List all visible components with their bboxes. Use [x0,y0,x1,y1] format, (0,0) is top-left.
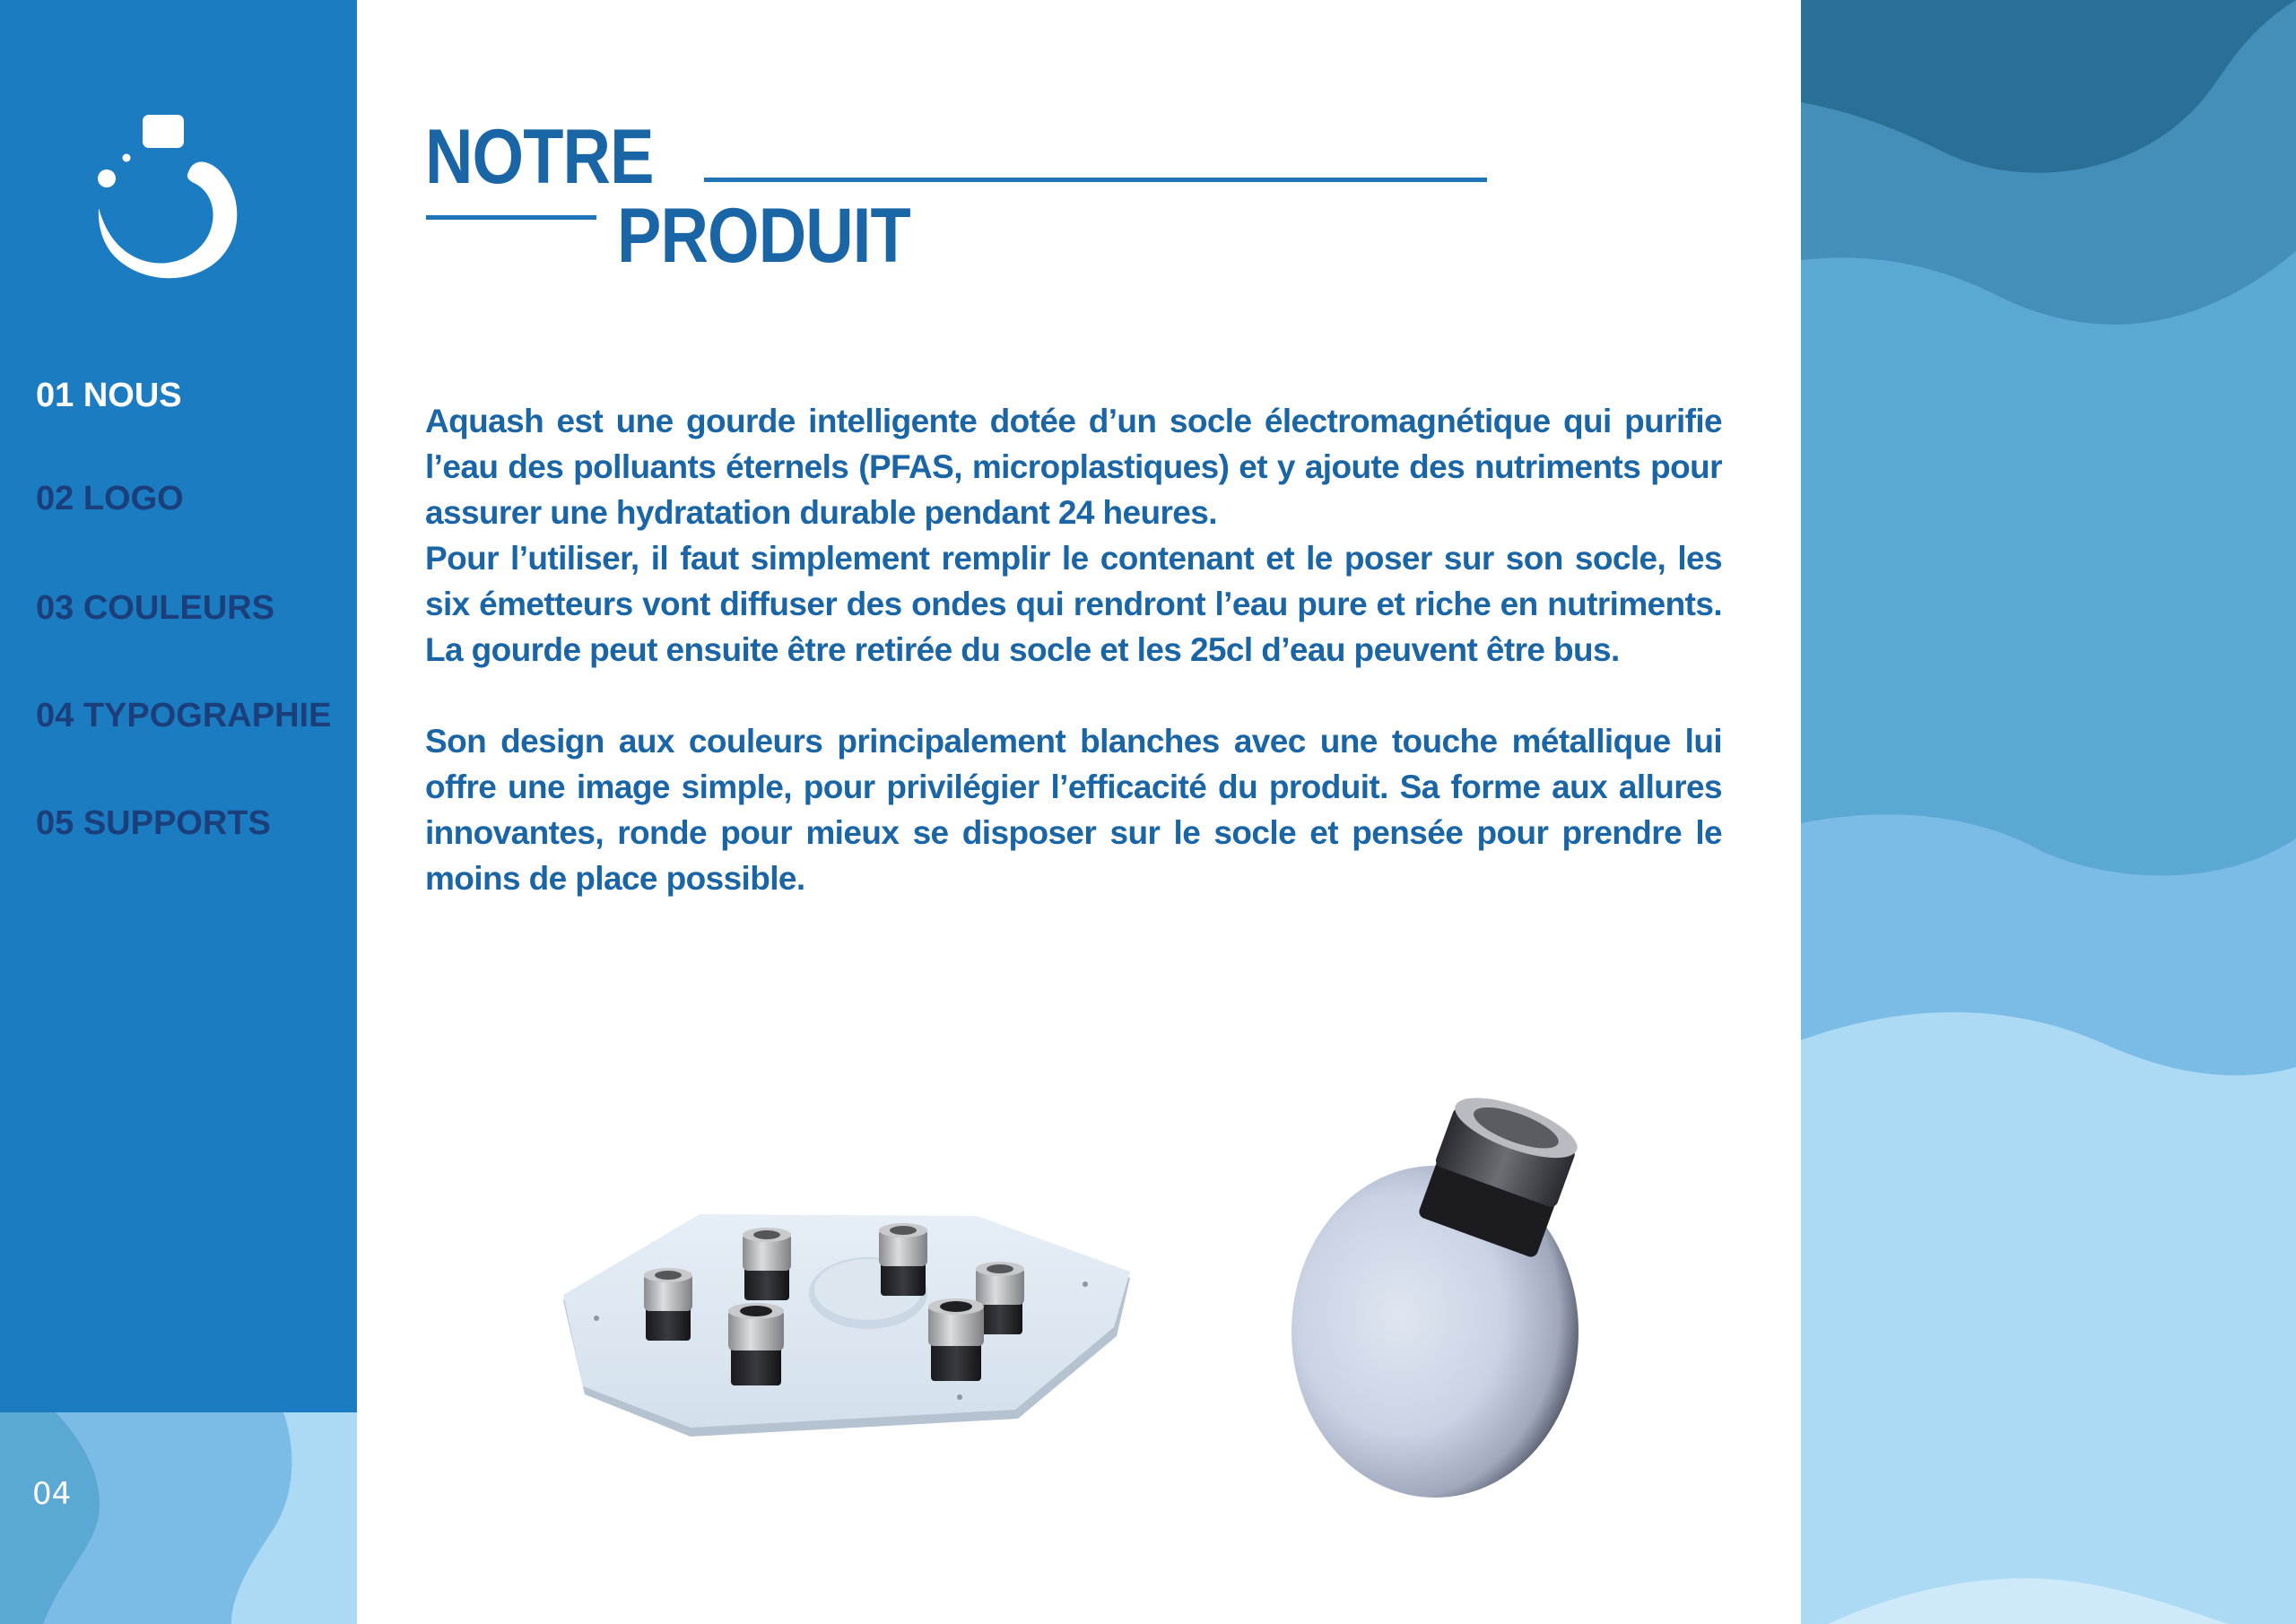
page-title-line-2: PRODUIT [617,193,910,279]
sidebar [0,0,357,1624]
paragraph-usage: Pour l’utiliser, il faut simplement remplir le contenant et le poser sur son socle, les six émetteurs vont diffuser des ondes qui rendront l’eau pure et riche en nutriments. La gourde peut ensuite être retirée du socle et les 25cl d’eau peuvent être bus. [425,540,1722,668]
sidebar-wave-decoration [0,1412,357,1624]
wave-decoration-panel [1801,0,2296,1624]
paragraph-design: Son design aux couleurs principalement blanches avec une touche métallique lui offre une image simple, pour privilégier l’efficacité du produit. Sa forme aux allures innovantes, ronde pour mieux se disposer sur le socle et pensée pour prendre le moins de place possible. [425,723,1722,897]
spherical-bottle-photo [1274,1081,1628,1502]
nav-item-logo[interactable]: 02 LOGO [36,480,184,517]
title-rule-long [704,178,1487,182]
aquash-bottle-logo-icon [95,111,248,282]
product-description [425,398,1722,901]
page-number: 04 [32,1476,72,1512]
nav-item-couleurs[interactable]: 03 COULEURS [36,589,275,627]
nav-item-typographie[interactable]: 04 TYPOGRAPHIE [36,697,332,734]
main-content [357,0,1801,1624]
page-title-line-1: NOTRE [425,114,654,200]
electromagnetic-base-photo [556,1184,1139,1453]
paragraph-intro: Aquash est une gourde intelligente dotée d’un socle électromagnétique qui purifie l’eau des polluants éternels (PFAS, microplastiques) et y ajoute des nutriments pour assurer une hydratation durable pendant 24 heures. [425,403,1722,531]
title-rule-short [426,215,596,220]
nav-item-supports[interactable]: 05 SUPPORTS [36,804,271,842]
nav-item-nous[interactable]: 01 NOUS [36,377,182,414]
